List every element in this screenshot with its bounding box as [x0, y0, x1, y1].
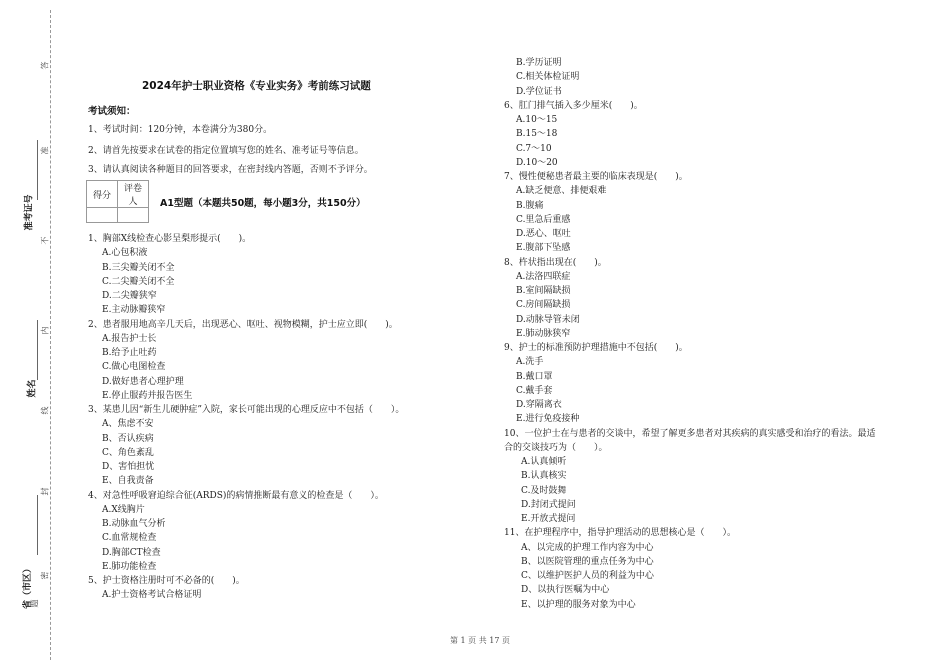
answer-option: A.认真倾听 [521, 457, 567, 467]
gutter-label-name: 姓名 [27, 379, 38, 398]
answer-option: D.封闭式提问 [521, 499, 576, 510]
score-cell [87, 208, 118, 223]
seal-char-ti: 题 [30, 599, 40, 608]
answer-option: C、以维护医护人员的利益为中心 [521, 571, 654, 581]
question-stem: 1、胸部X线检查心影呈梨形提示( )。 [88, 234, 252, 244]
answer-option: E.进行免疫接种 [516, 414, 580, 425]
grader-label: 评卷人 [118, 181, 149, 208]
answer-option: B、以医院管理的重点任务为中心 [521, 556, 654, 567]
gutter-label-exam-id: 准考证号 [24, 194, 35, 231]
seal-char-da: 答 [40, 61, 50, 70]
answer-option: A.10～15 [516, 115, 558, 125]
answer-option: A、以完成的护理工作内容为中心 [521, 542, 654, 553]
notice-heading: 考试须知： [88, 106, 136, 117]
seal-char-nei: 内 [40, 326, 50, 335]
answer-option: B.给予止吐药 [102, 348, 157, 358]
province-line [37, 495, 38, 555]
seal-char-mi: 密 [40, 571, 50, 580]
answer-option: A.心包积液 [102, 248, 148, 259]
answer-option: B、否认疾病 [102, 433, 154, 444]
grader-cell [118, 208, 149, 223]
question-stem: 11、在护理程序中，指导护理活动的思想核心是（ ）。 [504, 528, 736, 539]
answer-option: A.洗手 [516, 357, 544, 368]
seal-char-xian: 线 [40, 406, 50, 415]
answer-option: C.7～10 [516, 143, 552, 154]
answer-option: B.三尖瓣关闭不全 [102, 262, 175, 273]
answer-option: D.学位证书 [516, 86, 562, 97]
answer-option: B.室间隔缺损 [516, 286, 571, 296]
answer-option: A.X线胸片 [102, 504, 145, 515]
answer-option: B.认真核实 [521, 471, 567, 482]
notice-item: 2、请首先按要求在试卷的指定位置填写您的姓名、准考证号等信息。 [88, 146, 364, 156]
answer-option: D、害怕担忧 [102, 462, 155, 472]
answer-option: E.肺动脉狭窄 [516, 328, 571, 339]
answer-option: C.二尖瓣关闭不全 [102, 276, 175, 287]
answer-option: C、角色紊乱 [102, 447, 154, 458]
answer-option: A、焦虑不安 [102, 419, 154, 430]
section-title: A1型题（本题共50题，每小题3分，共150分） [160, 198, 366, 209]
answer-option: C.戴手套 [516, 385, 553, 396]
question-stem: 9、护士的标准预防护理措施中不包括( )。 [504, 343, 688, 353]
question-stem: 合的交谈技巧为（ ）。 [504, 442, 608, 453]
question-stem: 10、一位护士在与患者的交谈中，希望了解更多患者对其疾病的真实感受和治疗的看法。最适 [504, 428, 876, 439]
seal-char-zhun: 准 [40, 146, 50, 155]
answer-option: D.恶心、呕吐 [516, 229, 571, 239]
answer-option: E.开放式提问 [521, 514, 576, 524]
exam-id-line [37, 140, 38, 200]
answer-option: B.戴口罩 [516, 371, 553, 382]
notice-item: 1、考试时间：120分钟，本卷满分为380分。 [88, 125, 273, 135]
answer-option: B.腹痛 [516, 200, 544, 211]
answer-option: E.停止服药并报告医生 [102, 390, 193, 401]
answer-option: C.相关体检证明 [516, 72, 580, 83]
answer-option: B.学历证明 [516, 58, 562, 68]
seal-char-feng: 封 [40, 487, 50, 496]
answer-option: B.15～18 [516, 129, 558, 140]
score-label: 得分 [87, 181, 118, 208]
answer-option: A.护士资格考试合格证明 [102, 590, 202, 601]
question-stem: 7、慢性便秘患者最主要的临床表现是( )。 [504, 172, 688, 182]
answer-option: E.肺功能检查 [102, 561, 157, 572]
answer-option: E、自我责备 [102, 476, 154, 487]
seal-line [50, 10, 51, 660]
page-footer: 第 1 页 共 17 页 [450, 636, 510, 645]
answer-option: D、以执行医嘱为中心 [521, 585, 610, 596]
answer-option: D.胸部CT检查 [102, 547, 161, 558]
answer-option: C.及时鼓舞 [521, 485, 567, 496]
question-stem: 6、肛门排气插入多少厘米( )。 [504, 100, 643, 111]
answer-option: C.做心电图检查 [102, 362, 166, 373]
score-table [86, 180, 149, 223]
answer-option: C.血常规检查 [102, 533, 157, 544]
answer-option: E、以护理的服务对象为中心 [521, 599, 636, 610]
answer-option: C.房间隔缺损 [516, 300, 571, 311]
answer-option: C.里急后重感 [516, 214, 571, 225]
seal-char-bu: 不 [40, 236, 50, 245]
name-line [37, 320, 38, 380]
page-title: 2024年护士职业资格《专业实务》考前练习试题 [142, 80, 371, 92]
question-stem: 8、杵状指出现在( )。 [504, 257, 607, 268]
answer-option: D.穿隔离衣 [516, 400, 562, 410]
answer-option: A.法洛四联症 [516, 271, 571, 282]
question-stem: 4、对急性呼吸窘迫综合征(ARDS)的病情推断最有意义的检查是（ ）。 [88, 490, 384, 501]
answer-option: A.缺乏便意、排便艰难 [516, 186, 607, 197]
notice-item: 3、请认真阅读各种题目的回答要求，在密封线内答题，否则不予评分。 [88, 165, 373, 175]
answer-option: E.腹部下坠感 [516, 243, 571, 254]
answer-option: D.二尖瓣狭窄 [102, 291, 157, 301]
question-stem: 5、护士资格注册时可不必备的( )。 [88, 576, 245, 586]
answer-option: D.做好患者心理护理 [102, 376, 184, 387]
gutter-label-province: 省（市区） [23, 563, 34, 610]
answer-option: D.10～20 [516, 157, 558, 168]
answer-option: E.主动脉瓣狭窄 [102, 305, 166, 316]
answer-option: B.动脉血气分析 [102, 519, 166, 529]
question-stem: 3、某患儿因“新生儿硬肿症”入院，家长可能出现的心理反应中不包括（ ）。 [88, 405, 405, 415]
answer-option: D.动脉导管未闭 [516, 314, 580, 325]
question-stem: 2、患者服用地高辛几天后，出现恶心、呕吐、视物模糊，护士应立即( )。 [88, 319, 398, 330]
answer-option: A.报告护士长 [102, 333, 157, 344]
